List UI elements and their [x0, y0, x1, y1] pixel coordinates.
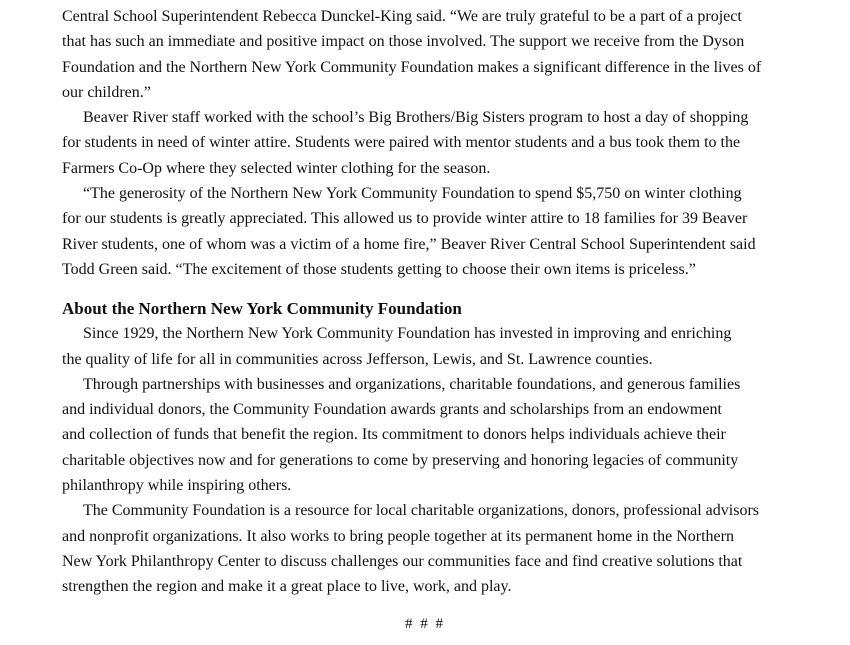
body-line: Central School Superintendent Rebecca Dunckel-King said. “We are truly grateful to be a part of a project	[62, 8, 742, 25]
body-line: charitable objectives now and for generations to come by preserving and honoring legacies of community	[62, 451, 739, 469]
body-line: The Community Foundation is a resource for local charitable organizations, donors, professional advisors	[83, 502, 759, 520]
body-line: Through partnerships with businesses and organizations, charitable foundations, and generous families	[83, 375, 741, 393]
body-line: New York Philanthropy Center to discuss challenges our communities face and find creative solutions that	[62, 552, 743, 570]
body-line: Beaver River staff worked with the school’s Big Brothers/Big Sisters program to host a day of shopping	[83, 109, 749, 127]
body-line: Since 1929, the Northern New York Community Foundation has invested in improving and enriching	[83, 325, 732, 343]
body-line: strengthen the region and make it a great place to live, work, and play.	[62, 578, 512, 596]
body-line: Farmers Co-Op where they selected winter clothing for the season.	[62, 159, 491, 177]
body-line: that has such an immediate and positive impact on those involved. The support we receive from the Dyson	[62, 33, 745, 51]
body-line: philanthropy while inspiring others.	[62, 477, 292, 495]
body-line: River students, one of whom was a victim of a home fire,” Beaver River Central School Superintendent said	[62, 235, 756, 253]
body-line: our children.”	[62, 83, 151, 101]
body-line: the quality of life for all in communities across Jefferson, Lewis, and St. Lawrence counties.	[62, 350, 653, 368]
body-line: Todd Green said. “The excitement of those students getting to choose their own items is priceless.”	[62, 260, 696, 278]
section-heading: About the Northern New York Community Foundation	[62, 299, 462, 319]
body-line: “The generosity of the Northern New York Community Foundation to spend $5,750 on winter clothing	[83, 185, 742, 203]
body-line: and collection of funds that benefit the region. Its commitment to donors helps individuals achieve their	[62, 426, 726, 444]
body-line: Foundation and the Northern New York Community Foundation makes a significant difference in the lives of	[62, 58, 762, 76]
end-of-release-marks: # # #	[405, 616, 445, 632]
body-line: and nonprofit organizations. It also works to bring people together at its permanent home in the Northern	[62, 527, 734, 545]
body-line: for students in need of winter attire. Students were paired with mentor students and a bus took them to the	[62, 134, 741, 152]
body-line: and individual donors, the Community Foundation awards grants and scholarships from an endowment	[62, 401, 722, 419]
body-line: for our students is greatly appreciated. This allowed us to provide winter attire to 18 families for 39 Beaver	[62, 210, 748, 228]
document-page	[62, 4, 792, 600]
